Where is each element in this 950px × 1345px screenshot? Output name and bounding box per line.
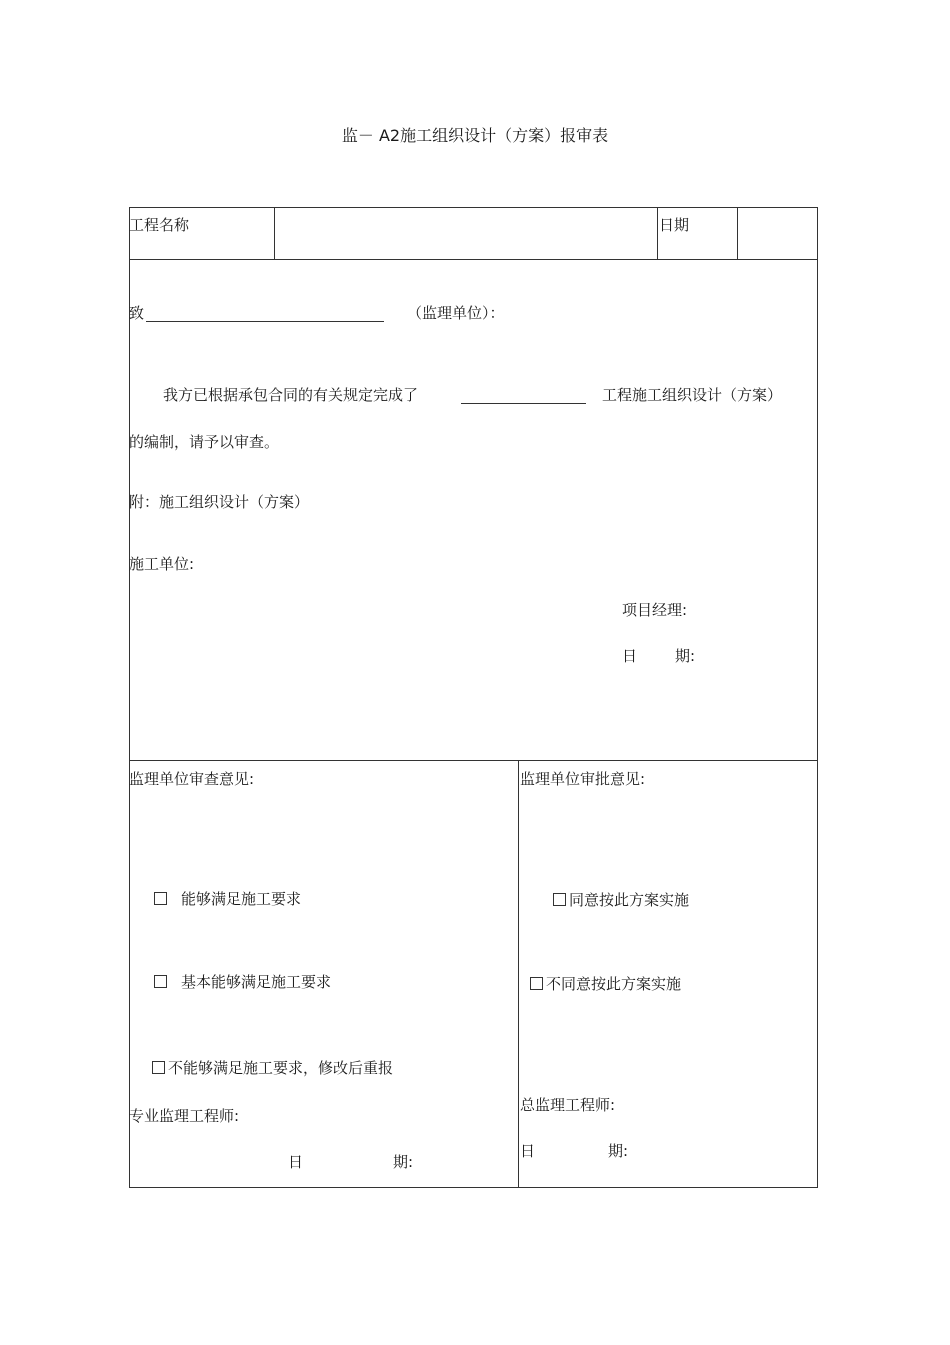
checkbox-icon[interactable] [152,1061,165,1074]
body-line2: 的编制，请予以审查。 [129,433,280,451]
review-option-2[interactable] [154,975,331,990]
header-divider-3 [737,207,738,260]
project-blank[interactable] [461,403,586,404]
review-option-2-label: 基本能够满足施工要求 [181,973,332,991]
checkbox-icon[interactable] [553,893,566,906]
approval-option-2[interactable] [530,977,681,992]
date-label: 日期 [659,216,690,234]
table-divider-header [129,259,818,260]
review-heading: 监理单位审查意见: [129,770,255,788]
review-option-1-label: 能够满足施工要求 [181,890,302,908]
review-option-3[interactable] [152,1061,393,1076]
approval-option-1[interactable] [553,893,689,908]
supervision-unit-blank[interactable] [146,321,384,322]
review-approval-divider [518,760,519,1188]
submission-date-char1: 日 [622,647,638,665]
review-date-char1: 日 [288,1153,304,1171]
form-title: 监－ A2施工组织设计（方案）报审表 [341,126,609,145]
table-border-left [129,207,130,1188]
to-prefix: 致 [129,304,145,322]
contractor-label: 施工单位: [129,555,195,573]
submission-date-char2: 期: [675,647,696,665]
approval-date-char1: 日 [520,1142,536,1160]
approval-option-1-label: 同意按此方案实施 [569,891,690,909]
table-divider-review [129,760,818,761]
specialist-engineer-label: 专业监理工程师: [129,1107,240,1125]
body-line1-part2: 工程施工组织设计（方案） [602,386,783,404]
review-date-char2: 期: [393,1153,414,1171]
checkbox-icon[interactable] [530,977,543,990]
chief-engineer-label: 总监理工程师: [520,1096,616,1114]
project-name-label: 工程名称 [129,216,190,234]
review-option-3-label: 不能够满足施工要求，修改后重报 [168,1059,394,1077]
checkbox-icon[interactable] [154,975,167,988]
review-option-1[interactable] [154,892,301,907]
approval-heading: 监理单位审批意见: [520,770,646,788]
header-divider-2 [657,207,658,260]
header-divider-1 [274,207,275,260]
approval-option-2-label: 不同意按此方案实施 [546,975,682,993]
approval-date-char2: 期: [608,1142,629,1160]
table-border-bottom [129,1187,818,1188]
attachment-text: 附：施工组织设计（方案） [129,493,310,511]
project-manager-label: 项目经理: [622,601,688,619]
table-border-top [129,207,818,208]
body-line1-part1: 我方已根据承包合同的有关规定完成了 [163,386,419,404]
to-suffix: （监理单位）： [407,304,505,322]
table-border-right [817,207,818,1188]
checkbox-icon[interactable] [154,892,167,905]
